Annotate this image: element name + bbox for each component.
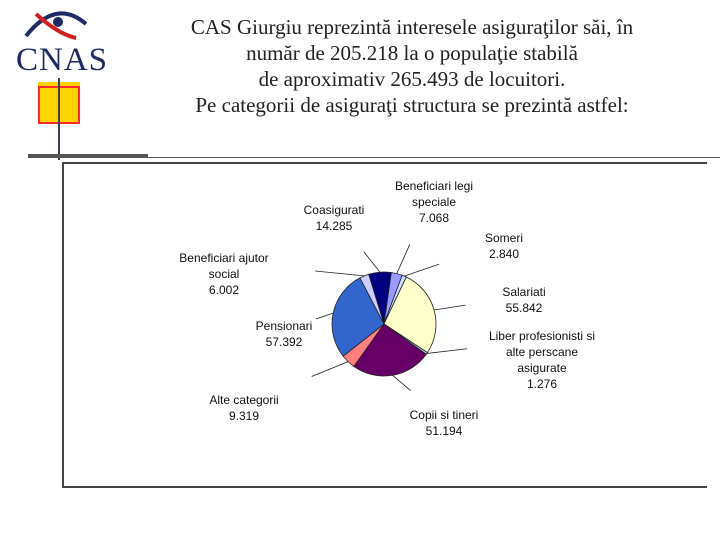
- title-line-1: CAS Giurgiu reprezintă interesele asiguraţilor săi, în: [190, 15, 634, 39]
- slice-label-5: Copii si tineri 51.194: [409, 408, 479, 438]
- leader-line-5: [393, 375, 411, 390]
- slice-label-8: Beneficiari ajutor social 6.002: [179, 251, 269, 297]
- logo-text: CNAS: [16, 42, 109, 78]
- slice-label-9: Coasigurati 14.285: [303, 203, 365, 233]
- title-line-4: Pe categorii de asiguraţi structura se prezintă astfel:: [195, 93, 629, 117]
- slice-label-2: Someri 2.840: [484, 231, 524, 261]
- leader-line-6: [312, 362, 348, 377]
- leader-line-8: [315, 271, 364, 276]
- slice-label-4: Liber profesionisti si alte perscane asigurate 1.276: [488, 329, 596, 391]
- slice-label-1: Beneficiari legi speciale 7.068: [394, 179, 474, 225]
- page-title: [112, 14, 712, 118]
- decorative-horizontal-line: [28, 157, 720, 158]
- decorative-vertical-line: [58, 78, 60, 160]
- leader-line-7: [316, 313, 333, 319]
- leader-line-3: [434, 305, 465, 310]
- title-line-3: de aproximativ 265.493 de locuitori.: [258, 67, 566, 91]
- slice-label-7: Pensionari 57.392: [255, 319, 313, 349]
- leader-line-1: [397, 244, 410, 273]
- leader-line-2: [404, 264, 439, 276]
- pie-chart: [64, 164, 707, 486]
- slice-label-3: Salariati 55.842: [502, 285, 546, 315]
- leader-line-9: [364, 252, 380, 272]
- chart-frame: [62, 162, 707, 488]
- cnas-logo: [6, 4, 109, 78]
- title-line-2: număr de 205.218 la o populaţie stabilă: [246, 41, 578, 65]
- logo-emblem-icon: [6, 4, 106, 44]
- slice-label-6: Alte categorii 9.319: [209, 393, 279, 423]
- leader-line-4: [427, 349, 467, 354]
